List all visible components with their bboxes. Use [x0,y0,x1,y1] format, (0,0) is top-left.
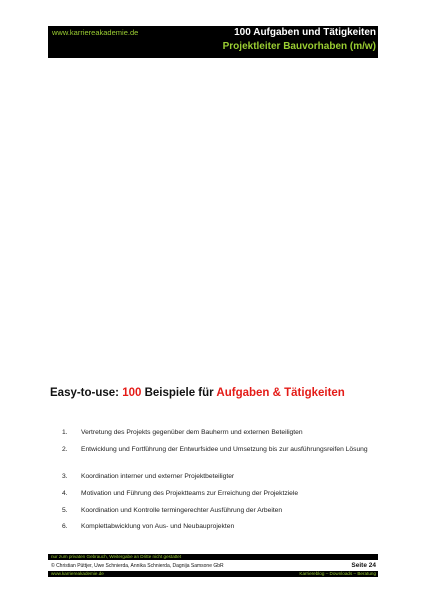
item-number: 1. [62,429,68,436]
header-site-link[interactable]: www.karriereakademie.de [52,28,139,37]
heading-count: 100 [122,387,142,399]
item-text: Vertretung des Projekts gegenüber dem Bauherrn und externen Beteiligten [81,429,303,436]
header-title: 100 Aufgaben und Tätigkeiten [234,27,376,38]
heading-middle: Beispiele für [141,387,217,399]
page-header [48,26,378,58]
footer-notice: nur zum privaten Gebrauch, Weitergabe an Dritte nicht gestattet [48,554,378,560]
heading-highlight: Aufgaben & Tätigkeiten [216,387,345,399]
footer-copyright: © Christian Püttjer, Uwe Schnierda, Annika Schnierda, Dagnija Samsone GbR [51,563,224,569]
item-text: Koordination interner und externer Projektbeteiligter [81,473,235,480]
footer-site-link[interactable]: www.karriereakademie.de [51,571,104,576]
section-heading [50,387,345,399]
footer-tagline: Karriereblog – Downloads – Beratung [299,571,376,576]
item-number: 4. [62,490,68,497]
item-number: 5. [62,507,68,514]
item-number: 6. [62,523,68,530]
item-number: 3. [62,473,68,480]
item-text: Komplettabwicklung von Aus- und Neubauprojekten [81,523,235,530]
header-subtitle: Projektleiter Bauvorhaben (m/w) [222,41,376,52]
heading-prefix: Easy-to-use: [50,387,123,399]
item-text: Entwicklung und Fortführung der Entwurfsidee und Umsetzung bis zur ausführungsreifen Lösung [81,446,368,453]
page-number: Seite 24 [351,562,376,569]
item-text: Koordination und Kontrolle termingerechter Ausführung der Arbeiten [81,507,283,514]
item-text: Motivation und Führung des Projektteams zur Erreichung der Projektziele [81,490,299,497]
footer-bar [48,571,378,577]
item-number: 2. [62,446,68,453]
